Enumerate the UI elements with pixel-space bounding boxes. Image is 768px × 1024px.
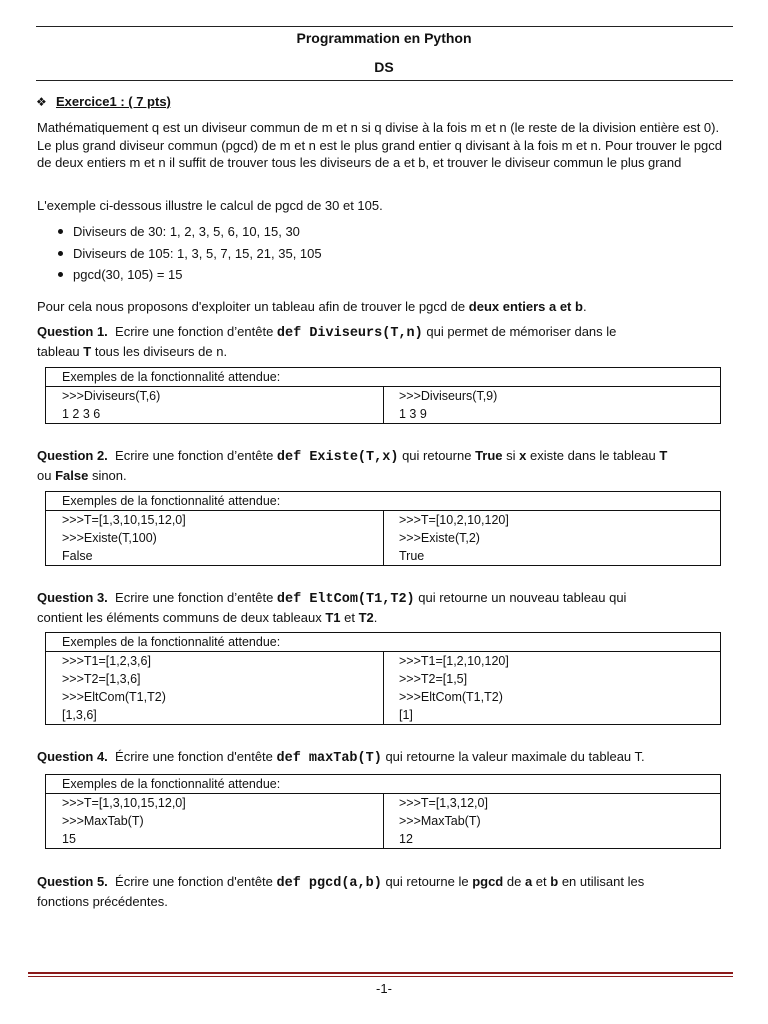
footer-rule-bottom (28, 976, 733, 977)
document-title: Programmation en Python (296, 30, 472, 46)
function-signature: def pgcd(a,b) (276, 876, 382, 891)
question-2: Question 2. Ecrire une fonction d’entête def Existe(T,x) qui retourne True si x existe dans le tableau T ou False sinon. (37, 448, 668, 483)
exercise-intro: Mathématiquement q est un diviseur commun de m et n si q divise à la fois m et n (le reste de la division entière est 0). Le plus grand diviseur commun (pgcd) de m et n est le plus grand entier q divisant à la fois m et n. Pour trouver le pgcd de deux entiers m et n il suffit de trouver tous les diviseurs de a et b, et trouver le diviseur commun le plus grand (37, 120, 723, 170)
table-header: Exemples de la fonctionnalité attendue: (46, 368, 720, 387)
exercise-label: Exercice1 : ( 7 pts) (56, 94, 171, 109)
example-list (58, 223, 322, 288)
list-item: Diviseurs de 30: 1, 2, 3, 5, 6, 10, 15, 30 (58, 223, 322, 245)
function-signature: def EltCom(T1,T2) (276, 592, 415, 607)
example-right: >>>Diviseurs(T,9) 1 3 9 (399, 389, 498, 421)
header-rule (36, 80, 733, 81)
question-3: Question 3. Ecrire une fonction d’entête def EltCom(T1,T2) qui retourne un nouveau tableau qui contient les éléments communs de deux tableaux T1 et T2. (37, 590, 627, 625)
question-label: Question 2. (37, 448, 108, 463)
example-table-3 (45, 632, 721, 725)
list-item: pgcd(30, 105) = 15 (58, 266, 322, 288)
question-5: Question 5. Écrire une fonction d'entête def pgcd(a,b) qui retourne le pgcd de a et b en utilisant les fonctions précédentes. (37, 874, 645, 909)
example-left: >>>Diviseurs(T,6) 1 2 3 6 (46, 387, 384, 423)
proposal-text: Pour cela nous proposons d'exploiter un tableau afin de trouver le pgcd de deux entiers a et b. (37, 299, 587, 314)
document-subtitle: DS (374, 59, 394, 75)
function-signature: def maxTab(T) (276, 751, 382, 766)
table-header: Exemples de la fonctionnalité attendue: (46, 633, 720, 652)
question-label: Question 1. (37, 324, 108, 339)
table-header: Exemples de la fonctionnalité attendue: (46, 775, 720, 794)
question-label: Question 4. (37, 749, 108, 764)
example-left: >>>T=[1,3,10,15,12,0] >>>MaxTab(T) 15 (46, 794, 384, 848)
question-1: Question 1. Ecrire une fonction d’entête def Diviseurs(T,n) qui permet de mémoriser dans le tableau T tous les diviseurs de n. (37, 324, 617, 359)
example-left: >>>T=[1,3,10,15,12,0] >>>Existe(T,100) False (46, 511, 384, 565)
example-right: >>>T=[10,2,10,120] >>>Existe(T,2) True (399, 513, 509, 563)
top-rule (36, 26, 733, 27)
example-table-1 (45, 367, 721, 424)
question-4: Question 4. Écrire une fonction d'entête def maxTab(T) qui retourne la valeur maximale du tableau T. (37, 749, 645, 766)
footer-rule-top (28, 972, 733, 974)
list-item: Diviseurs de 105: 1, 3, 5, 7, 15, 21, 35, 105 (58, 245, 322, 267)
table-header: Exemples de la fonctionnalité attendue: (46, 492, 720, 511)
function-signature: def Existe(T,x) (276, 450, 399, 465)
diamond-bullet-icon: ❖ (36, 95, 47, 109)
example-intro: L'exemple ci-dessous illustre le calcul de pgcd de 30 et 105. (37, 198, 383, 213)
exercise-heading (36, 94, 171, 109)
function-signature: def Diviseurs(T,n) (276, 326, 423, 341)
question-label: Question 5. (37, 874, 108, 889)
example-left: >>>T1=[1,2,3,6] >>>T2=[1,3,6] >>>EltCom(T1,T2) [1,3,6] (46, 652, 384, 724)
example-right: >>>T=[1,3,12,0] >>>MaxTab(T) 12 (399, 796, 488, 846)
question-label: Question 3. (37, 590, 108, 605)
example-table-4 (45, 774, 721, 849)
page-number: -1- (376, 981, 392, 996)
example-table-2 (45, 491, 721, 566)
example-right: >>>T1=[1,2,10,120] >>>T2=[1,5] >>>EltCom(T1,T2) [1] (399, 654, 509, 722)
